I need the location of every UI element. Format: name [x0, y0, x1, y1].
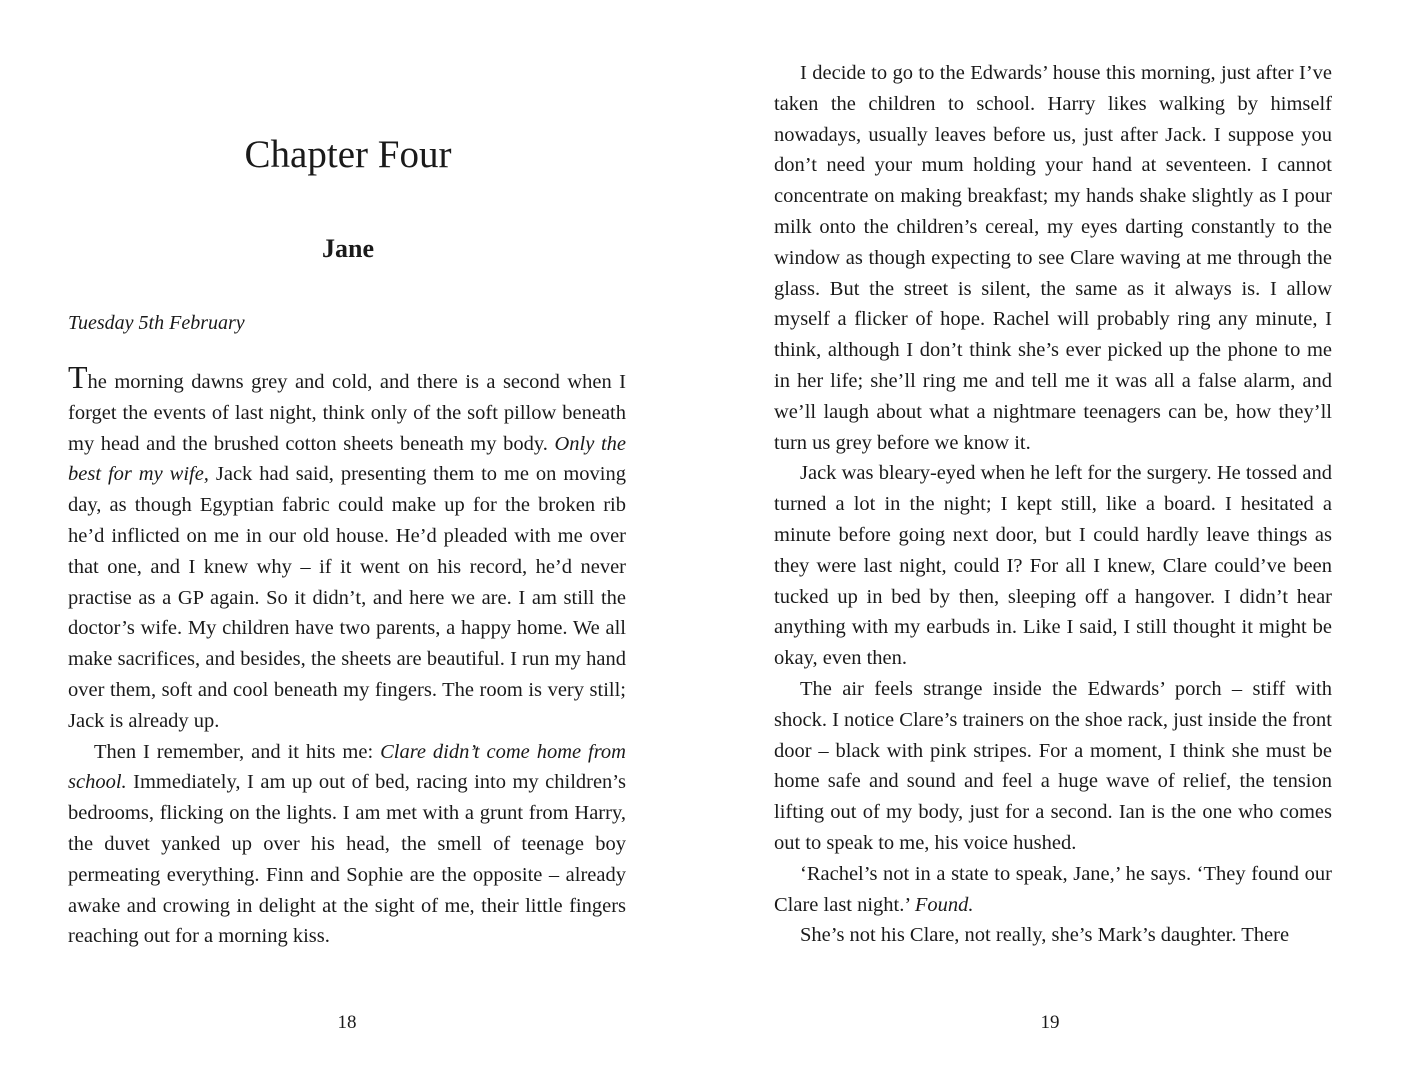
italic-text: Clare didn’t come home from school.	[68, 740, 626, 794]
text-run: ‘Rachel’s not in a state to speak, Jane,’ he says. ‘They found our Clare last night.’	[774, 862, 1332, 916]
text-run: I decide to go to the Edwards’ house this morning, just after I’ve taken the children to school. Harry likes walking by himself nowadays, usually leaves before us, just after Jack. I suppose you don’t need your mum holding your hand at seventeen. I cannot concentrate on making breakfast; my hands shake slightly as I pour milk onto the children’s cereal, my eyes darting constantly to the window as though expecting to see Clare waving at me through the glass. But the street is silent, the same as it always is. I allow myself a flicker of hope. Rachel will probably ring any minute, I think, although I don’t think she’s ever picked up the phone to me in her life; she’ll ring me and tell me it was all a false alarm, and we’ll laugh about what a nightmare teenagers can be, how they’ll turn us grey before we know it.	[774, 62, 1332, 454]
paragraph	[774, 920, 1332, 951]
paragraph	[68, 737, 626, 953]
text-run: She’s not his Clare, not really, she’s Mark’s daughter. There	[800, 924, 1290, 947]
paragraph	[68, 359, 627, 737]
right-page	[702, 0, 1404, 1080]
text-run: Jack had said, presenting them to me on moving day, as though Egyptian fabric could make up for the broken rib he’d inflicted on me in our old house. He’d pleaded with me over that one, and I knew why – if it went on his record, he’d never practise as a GP again. So it didn’t, and here we are. I am still the doctor’s wife. My children have two parents, a happy home. We all make sacrifices, and besides, the sheets are beautiful. I run my hand over them, soft and cool beneath my fingers. The room is very still; Jack is already up.	[68, 463, 627, 732]
text-run: Jack was bleary-eyed when he left for the surgery. He tossed and turned a lot in the night; I kept still, like a board. I hesitated a minute before going next door, but I could hardly leave things as they were last night, could I? For all I knew, Clare could’ve been tucked up in bed by then, sleeping off a hangover. I didn’t hear anything with my earbuds in. Like I said, I still thought it might be okay, even then.	[774, 462, 1332, 670]
paragraph	[774, 458, 1332, 674]
text-run: The morning dawns grey and cold, and there is a second when I forget the events of last night, think only of the soft pillow beneath my head and the brushed cotton sheets beneath my body.	[68, 359, 626, 455]
page-number: 19	[1040, 1012, 1060, 1033]
italic-text: Found.	[914, 893, 974, 916]
date-line: Tuesday 5th February	[68, 312, 245, 334]
text-run: Immediately, I am up out of bed, racing into my children’s bedrooms, flicking on the lights. I am met with a grunt from Harry, the duvet yanked up over his head, the smell of teenage boy permeating everything. Finn and Sophie are the opposite – already awake and crowing in delight at the sight of me, their little fingers reaching out for a morning kiss.	[68, 771, 626, 948]
chapter-pov-heading: Jane	[322, 234, 374, 263]
paragraph	[774, 859, 1332, 921]
italic-text: Only the best for my wife,	[68, 432, 626, 486]
chapter-title: Chapter Four	[244, 133, 452, 176]
text-run: Then I remember, and it hits me:	[94, 740, 381, 763]
left-body-text	[68, 359, 627, 952]
text-run: The air feels strange inside the Edwards’ porch – stiff with shock. I notice Clare’s trainers on the shoe rack, just inside the front door – black with pink stripes. For a moment, I think she must be home safe and sound and feel a huge wave of relief, the tension lifting out of my body, just for a second. Ian is the one who comes out to speak to me, his voice hushed.	[774, 677, 1332, 854]
right-body-text	[774, 58, 1332, 951]
paragraph	[774, 674, 1332, 859]
paragraph	[774, 58, 1332, 458]
page-number: 18	[337, 1012, 357, 1033]
